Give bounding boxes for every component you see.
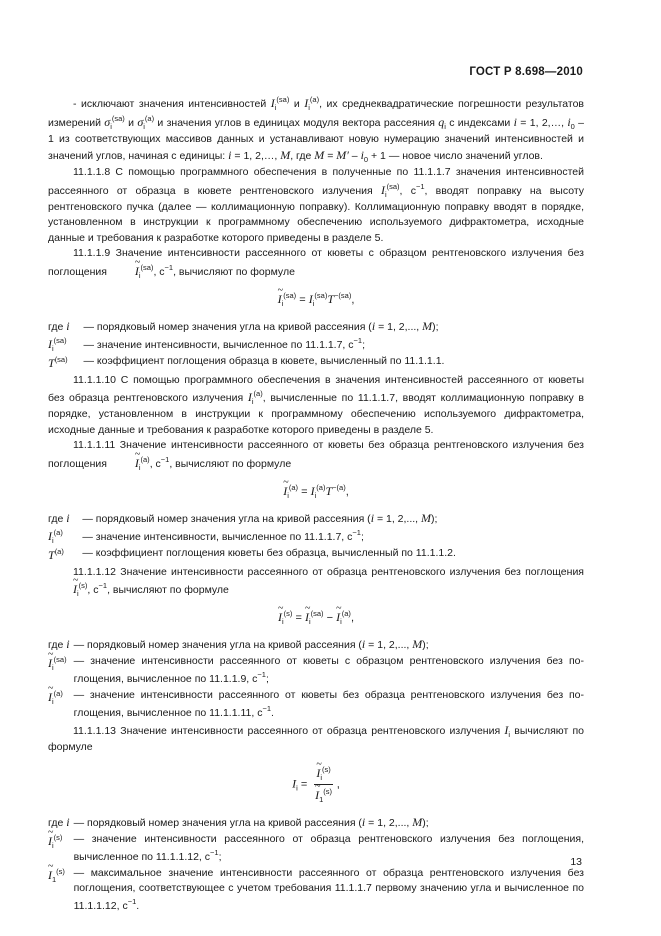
paragraph-11-1-1-11: 11.1.1.11 Значение интенсивности рассеянного от кюветы без образца рентгеновского излучения без поглощения ~ $I_i^{(a)}$, $с^{-1}$, вычисляют по формуле [48, 438, 584, 472]
formula-2: ~ $I_i^{(a)} = I_i^{(a)}T^{-(a)}$, [48, 482, 584, 501]
paragraph-11-1-1-9: 11.1.1.9 Значение интенсивности рассеянного от кюветы с образцом рентгеновского излучения без поглощения ~ $I_i^{(sa)}$, $с^{-1}$, вычисляют по формуле [48, 246, 584, 280]
paragraph-11-1-1-10: 11.1.1.10 С помощью программного обеспечения в значения интенсивностей рассеянного от кюветы без образца рентгеновского излучения $I_i^{(a)}$, вычисленные по 11.1.1.7, вводят коллимационную поправку в порядке, установленном в инструкции к программному обеспечению используемого дифрактометра, исходные данные и требования к разработке которого приведены в разделе 5. [48, 373, 584, 436]
definitions-4: где i — порядковый номер значения угла на кривой рассеяния (i = 1, 2,..., M); ~ $I_i^{(s)}$ — значение интенсивности рассеянного от образца рентгеновского излучения без поглощения, вычисленное по 11.1.1.12, $с^{-1}$; ~ $I_1^{(s)}$ — максимальное значение интенсивности рассеянного от образца рентгеновского излучения без поглощения, соответствующее с учетом требования 11.1.1.7 первому значению угла и вычисленное по 11.1.1.12, $с^{-1}$. [48, 814, 584, 915]
document-body [48, 94, 584, 915]
paragraph-11-1-1-13: 11.1.1.13 Значение интенсивности рассеянного от образца рентгеновского излучения $I_i$ вычисляют по формуле [48, 722, 585, 753]
formula-3: ~ $I_i^{(s)}$ = ~ $I_i^{(sa)}$ − ~ $I_i^{(a)}$, [48, 608, 584, 627]
formula-4: $I_i$ = ~ $I_i^{(s)}$ ~ $I_1^{(s)}$ , [48, 764, 584, 805]
page-number: 13 [570, 856, 582, 868]
formula-1: ~ $I_i^{(sa)} = I_i^{(sa)}T^{-(sa)}$, [48, 290, 584, 309]
standard-header: ГОСТ Р 8.698—2010 [469, 66, 583, 78]
paragraph-11-1-1-12: 11.1.1.12 Значение интенсивности рассеянного от образца рентгеновского излучения без поглощения ~ $I_i^{(s)}$, $с^{-1}$, вычисляют по формуле [48, 565, 584, 599]
paragraph-exclude: - исключают значения интенсивностей $I_i^{(sa)}$ и $I_i^{(a)}$, их среднеквадратические погрешности результатов измерений $\sigma_i^{(sa)}$ и $\sigma_i^{(a)}$ и значения углов в единицах модуля вектора рассеяния $q_i$ с индексами i = 1, 2,…, $i_0 - 1$ из соответствующих массивов данных и устанавливают новую нумерацию значений интенсивностей и значений углов, начиная с единицы: i = 1, 2,…, M, где $M = M' - i_0 + 1$ — новое число значений углов. [48, 95, 584, 165]
fraction: ~ $I_i^{(s)}$ ~ $I_1^{(s)}$ [314, 764, 332, 805]
definitions-2: где i — порядковый номер значения угла на кривой рассеяния (i = 1, 2,..., M); $I_i^{(a)}$ — значение интенсивности, вычисленное по 11.1.1.7, $с^{-1}$; $T^{(a)}$ — коэффициент поглощения кюветы без образца, вычисленный по 11.1.1.2. [48, 510, 456, 563]
definitions-3: где i — порядковый номер значения угла на кривой рассеяния (i = 1, 2,..., M); ~ $I_i^{(sa)}$ — значение интенсивности рассеянного от кюветы с образцом рентгеновского излучения без поглощения, вычисленное по 11.1.1.9, $с^{-1}$; ~ $I_i^{(a)}$ — значение интенсивности рассеянного от кюветы без образца рентгеновского излучения без поглощения, вычисленное по 11.1.1.11, $с^{-1}$. [48, 636, 584, 721]
definitions-1: где i — порядковый номер значения угла на кривой рассеяния (i = 1, 2,..., M); $I_i^{(sa)}$ — значение интенсивности, вычисленное по 11.1.1.7, $с^{-1}$; $T^{(sa)}$ — коэффициент поглощения образца в кювете, вычисленный по 11.1.1.1. [48, 318, 445, 371]
paragraph-11-1-1-8: 11.1.1.8 С помощью программного обеспечения в полученные по 11.1.1.7 значения интенсивностей рассеянного от образца в кювете рентгеновского излучения $I_i^{(sa)}$, $с^{-1}$, вводят поправку на высоту рентгеновского пучка (далее — коллимационную поправку). Коллимационную поправку вводят в порядке, установленном в инструкции к программному обеспечению используемого дифрактометра, исходные данные и требования к разработке которого приведены в разделе 5. [48, 166, 584, 244]
